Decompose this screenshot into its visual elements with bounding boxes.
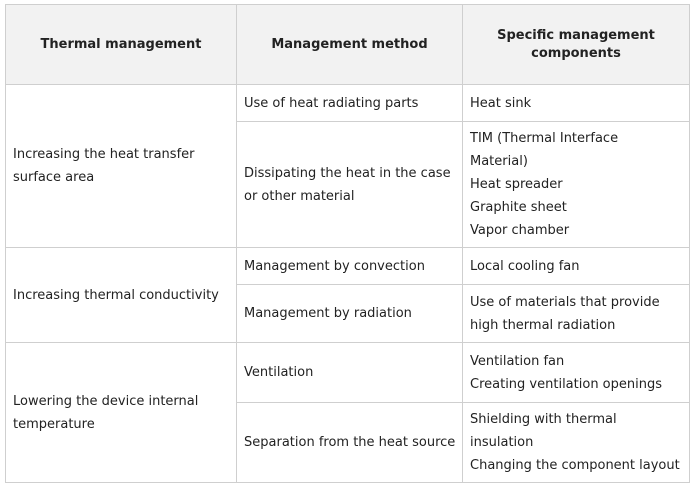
component-line: Vapor chamber [470, 223, 570, 238]
component-line: Use of materials that provide [470, 294, 660, 310]
method-cell [237, 343, 463, 403]
method-cell [237, 122, 463, 248]
method-line: or other material [244, 188, 355, 204]
method-line: Management by convection [244, 258, 425, 274]
method-cell [237, 285, 463, 343]
components-cell [463, 403, 690, 483]
category-line: Increasing the heat transfer [13, 147, 195, 162]
method-line: Separation from the heat source [244, 435, 456, 450]
category-line: Increasing thermal conductivity [13, 287, 219, 303]
thermal-management-table [5, 4, 690, 483]
header-thermal-management: Thermal management [6, 5, 237, 85]
header-management-method: Management method [237, 5, 463, 85]
component-line: Material) [470, 154, 528, 169]
method-cell [237, 248, 463, 285]
category-line: surface area [13, 170, 95, 185]
table-row [6, 85, 690, 122]
category-line: temperature [13, 416, 95, 432]
components-cell [463, 85, 690, 122]
table-row [6, 248, 690, 285]
method-cell [237, 403, 463, 483]
method-line: Ventilation [244, 365, 314, 380]
components-cell [463, 343, 690, 403]
header-row [6, 5, 690, 85]
component-line: Heat sink [470, 95, 532, 111]
component-line: Local cooling fan [470, 258, 580, 274]
header-specific-components: Specific management components [463, 5, 690, 85]
component-line: Changing the component layout [470, 458, 680, 473]
category-cell [6, 85, 237, 248]
category-line: Lowering the device internal [13, 393, 199, 409]
components-cell [463, 122, 690, 248]
component-line: insulation [470, 435, 534, 450]
components-cell [463, 285, 690, 343]
method-line: Dissipating the heat in the case [244, 165, 451, 181]
method-line: Management by radiation [244, 306, 412, 321]
category-cell [6, 343, 237, 483]
component-line: Shielding with thermal [470, 412, 617, 427]
component-line: TIM (Thermal Interface [470, 131, 619, 146]
method-line: Use of heat radiating parts [244, 95, 419, 111]
components-cell [463, 248, 690, 285]
category-cell [6, 248, 237, 343]
component-line: Creating ventilation openings [470, 376, 663, 392]
component-line: Graphite sheet [470, 200, 567, 215]
component-line: Ventilation fan [470, 353, 565, 369]
component-line: Heat spreader [470, 177, 563, 192]
method-cell [237, 85, 463, 122]
table-row [6, 343, 690, 403]
component-line: high thermal radiation [470, 317, 616, 333]
